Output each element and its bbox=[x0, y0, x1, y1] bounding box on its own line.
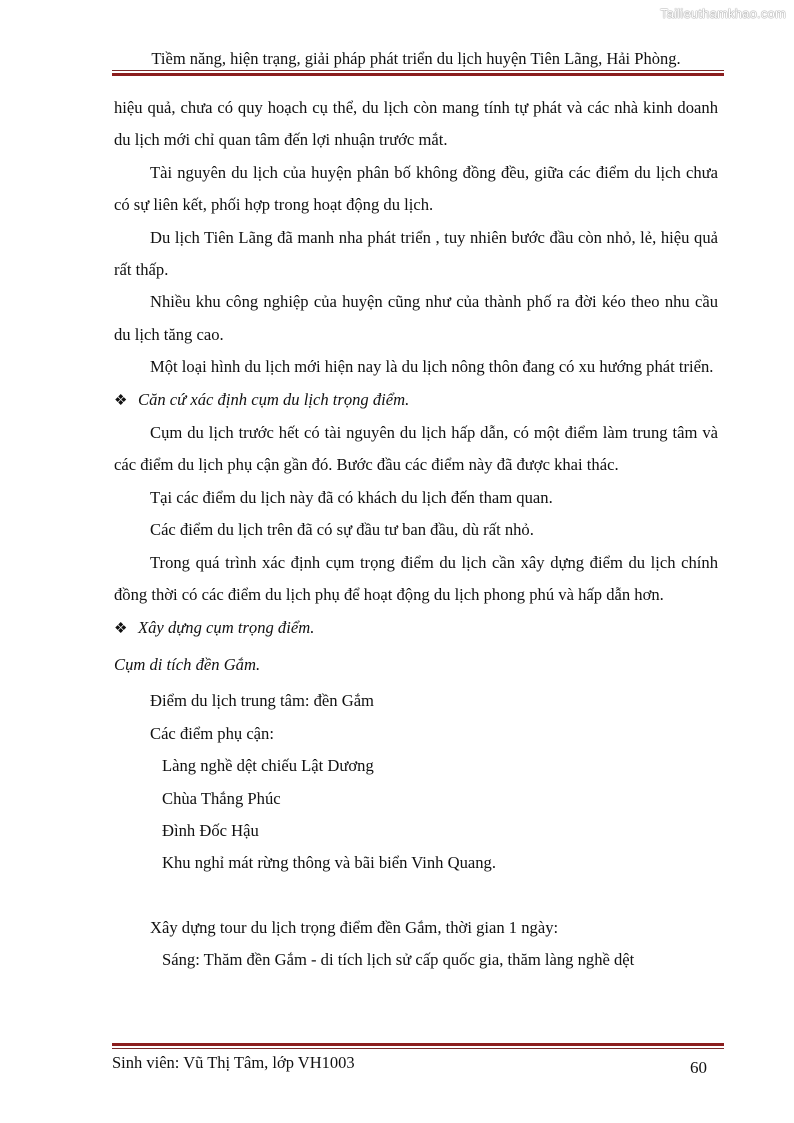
list-item: Khu nghỉ mát rừng thông và bãi biển Vinh Quang. bbox=[162, 853, 496, 873]
tour-title: Xây dựng tour du lịch trọng điểm đền Gắm, thời gian 1 ngày: bbox=[150, 917, 559, 937]
paragraph: Các điểm du lịch trên đã có sự đầu tư ban đầu, dù rất nhỏ. bbox=[150, 520, 534, 540]
paragraph: Tại các điểm du lịch này đã có khách du lịch đến tham quan. bbox=[150, 487, 553, 507]
paragraph: Du lịch Tiên Lãng đã manh nha phát triển , tuy nhiên bước đầu còn nhỏ, lẻ, hiệu quả rất thấp. bbox=[114, 227, 718, 280]
section-heading-text: Xây dựng cụm trọng điểm. bbox=[138, 617, 315, 637]
sub-heading: Cụm di tích đền Gắm. bbox=[114, 654, 261, 674]
footer-divider bbox=[112, 1043, 724, 1049]
header-divider bbox=[112, 70, 724, 76]
page-header-title: Tiềm năng, hiện trạng, giải pháp phát triển du lịch huyện Tiên Lãng, Hải Phòng. bbox=[151, 49, 681, 68]
watermark: Tailieuthamkhao.com bbox=[660, 6, 786, 21]
paragraph: Tài nguyên du lịch của huyện phân bố không đồng đều, giữa các điểm du lịch chưa có sự liên kết, phối hợp trong hoạt động du lịch. bbox=[114, 162, 718, 215]
center-point-line: Điểm du lịch trung tâm: đền Gắm bbox=[150, 691, 374, 711]
list-item: Làng nghề dệt chiếu Lật Dương bbox=[162, 756, 374, 776]
list-item: Đình Đốc Hậu bbox=[162, 820, 259, 840]
list-item: Chùa Thắng Phúc bbox=[162, 788, 281, 808]
paragraph: Cụm du lịch trước hết có tài nguyên du lịch hấp dẫn, có một điểm làm trung tâm và các điểm du lịch phụ cận gần đó. Bước đầu các điểm này đã được khai thác. bbox=[114, 423, 718, 475]
paragraph: Nhiều khu công nghiệp của huyện cũng như của thành phố ra đời kéo theo nhu cầu du lịch tăng cao. bbox=[114, 292, 718, 344]
document-body bbox=[114, 92, 718, 977]
section-heading-text: Căn cứ xác định cụm du lịch trọng điểm. bbox=[138, 389, 410, 409]
tour-morning-line: Sáng: Thăm đền Gắm - di tích lịch sử cấp quốc gia, thăm làng nghề dệt bbox=[162, 950, 635, 970]
paragraph: Trong quá trình xác định cụm trọng điểm du lịch cần xây dựng điểm du lịch chính đồng thời có các điểm du lịch phụ để hoạt động du lịch phong phú và hấp dẫn hơn. bbox=[114, 552, 718, 605]
page-number: 60 bbox=[690, 1058, 707, 1077]
section-heading bbox=[114, 612, 718, 645]
diamond-bullet-icon: ❖ bbox=[114, 620, 128, 637]
section-heading bbox=[114, 384, 718, 417]
footer-student: Sinh viên: Vũ Thị Tâm, lớp VH1003 bbox=[112, 1053, 355, 1072]
diamond-bullet-icon: ❖ bbox=[114, 392, 128, 409]
paragraph: hiệu quả, chưa có quy hoạch cụ thể, du lịch còn mang tính tự phát và các nhà kinh doanh du lịch mới chỉ quan tâm đến lợi nhuận trước mắt. bbox=[114, 98, 718, 150]
nearby-label: Các điểm phụ cận: bbox=[150, 723, 274, 743]
paragraph: Một loại hình du lịch mới hiện nay là du lịch nông thôn đang có xu hướng phát triển. bbox=[150, 357, 714, 377]
